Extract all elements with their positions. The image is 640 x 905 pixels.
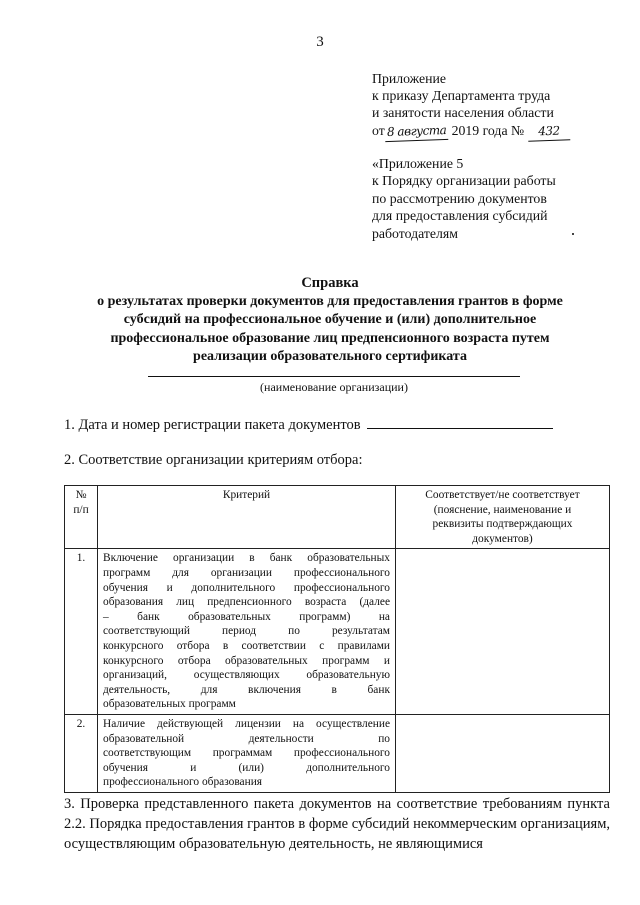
appendix-block bbox=[372, 70, 570, 141]
compliance-cell[interactable] bbox=[396, 549, 610, 715]
header-criterion: Критерий bbox=[98, 486, 396, 549]
criterion-cell bbox=[98, 714, 396, 792]
header-compliance bbox=[396, 486, 610, 549]
header-number-line: п/п bbox=[73, 503, 89, 516]
table-header-row bbox=[65, 486, 610, 549]
item-registration bbox=[64, 416, 553, 434]
document-heading bbox=[60, 274, 600, 367]
organization-caption: (наименование организации) bbox=[260, 380, 408, 394]
handwritten-order-number: 432 bbox=[527, 122, 570, 142]
criterion-line: образования лиц предпенсионного возраста (далее bbox=[103, 596, 390, 609]
criterion-line: организаций, осуществляющих образовательную bbox=[103, 669, 390, 682]
paragraph-3: 3. Проверка представленного пакета документов на соответствие требованиям пункта 2.2. Порядка предоставления грантов в форме субсидий некоммерческим организациям, осуществляющим образовательную деятельность, не являющимися bbox=[64, 796, 610, 852]
header-number-line: № bbox=[75, 489, 87, 501]
page-number: 3 bbox=[316, 34, 324, 50]
date-prefix: от bbox=[372, 122, 385, 138]
year-text: 2019 года № bbox=[451, 122, 525, 138]
appendix5-line: к Порядку организации работы bbox=[372, 173, 556, 189]
compliance-cell[interactable] bbox=[396, 714, 610, 792]
criterion-line: профессионального образования bbox=[103, 776, 263, 789]
criterion-line: программ для организации профессионального bbox=[103, 566, 390, 579]
header-number bbox=[65, 486, 98, 549]
heading-line: реализации образовательного сертификата bbox=[193, 349, 467, 364]
criterion-line: образовательной деятельности по bbox=[103, 732, 390, 745]
appendix-line: Приложение bbox=[372, 71, 447, 86]
criterion-line: соответствующим программам профессионального bbox=[103, 747, 390, 760]
criterion-line: конкурсного отбора в соответствии с правилами bbox=[103, 639, 390, 652]
header-compliance-line: (пояснение, наименование и bbox=[433, 503, 572, 516]
appendix-line: к приказу Департамента труда bbox=[372, 88, 551, 104]
criterion-line: – банк образовательных программ) на bbox=[103, 610, 390, 623]
table-row bbox=[65, 714, 610, 792]
row-number: 1. bbox=[65, 549, 98, 715]
criterion-line: конкурсного отбора образовательных программ и bbox=[103, 654, 390, 667]
appendix-line: и занятости населения области bbox=[372, 105, 554, 121]
criterion-line: образовательных программ bbox=[103, 698, 236, 711]
criterion-line: обучения и дополнительного профессионального bbox=[103, 581, 390, 594]
heading-line: профессиональное образование лиц предпенсионного возраста путем bbox=[110, 330, 550, 346]
appendix5-line: по рассмотрению документов bbox=[372, 190, 547, 206]
appendix5-line: работодателям bbox=[372, 225, 459, 241]
organization-name-blank bbox=[148, 376, 520, 377]
heading-title: Справка bbox=[301, 275, 359, 291]
row-number: 2. bbox=[65, 714, 98, 792]
criterion-line: Включение организации в банк образовательных bbox=[103, 552, 390, 565]
heading-line: о результатах проверки документов для предоставления грантов в форме bbox=[97, 293, 563, 309]
header-compliance-line: Соответствует/не соответствует bbox=[425, 489, 580, 501]
criterion-line: деятельность, для включения в банк bbox=[103, 683, 390, 696]
appendix5-line: для предоставления субсидий bbox=[372, 208, 548, 224]
item-registration-text: 1. Дата и номер регистрации пакета документов bbox=[64, 417, 361, 433]
table-row bbox=[65, 549, 610, 715]
heading-line: субсидий на профессиональное обучение и (или) дополнительное bbox=[123, 312, 537, 327]
criteria-table bbox=[64, 485, 610, 793]
appendix5-line: «Приложение 5 bbox=[372, 156, 464, 171]
criterion-line: Наличие действующей лицензии на осуществление bbox=[103, 717, 390, 730]
registration-blank bbox=[367, 416, 553, 429]
order-date-line bbox=[372, 122, 570, 141]
header-compliance-line: документов) bbox=[472, 532, 533, 545]
criterion-line: соответствующий период по результатам bbox=[103, 625, 390, 638]
appendix5-block bbox=[372, 155, 556, 242]
header-compliance-line: реквизиты подтверждающих bbox=[432, 518, 573, 531]
criterion-cell bbox=[98, 549, 396, 715]
handwritten-date: 8 августа bbox=[384, 122, 448, 142]
item-criteria: 2. Соответствие организации критериям отбора: bbox=[64, 452, 363, 468]
criterion-line: обучения и (или) дополнительного bbox=[103, 761, 390, 774]
scan-speck bbox=[572, 233, 574, 235]
